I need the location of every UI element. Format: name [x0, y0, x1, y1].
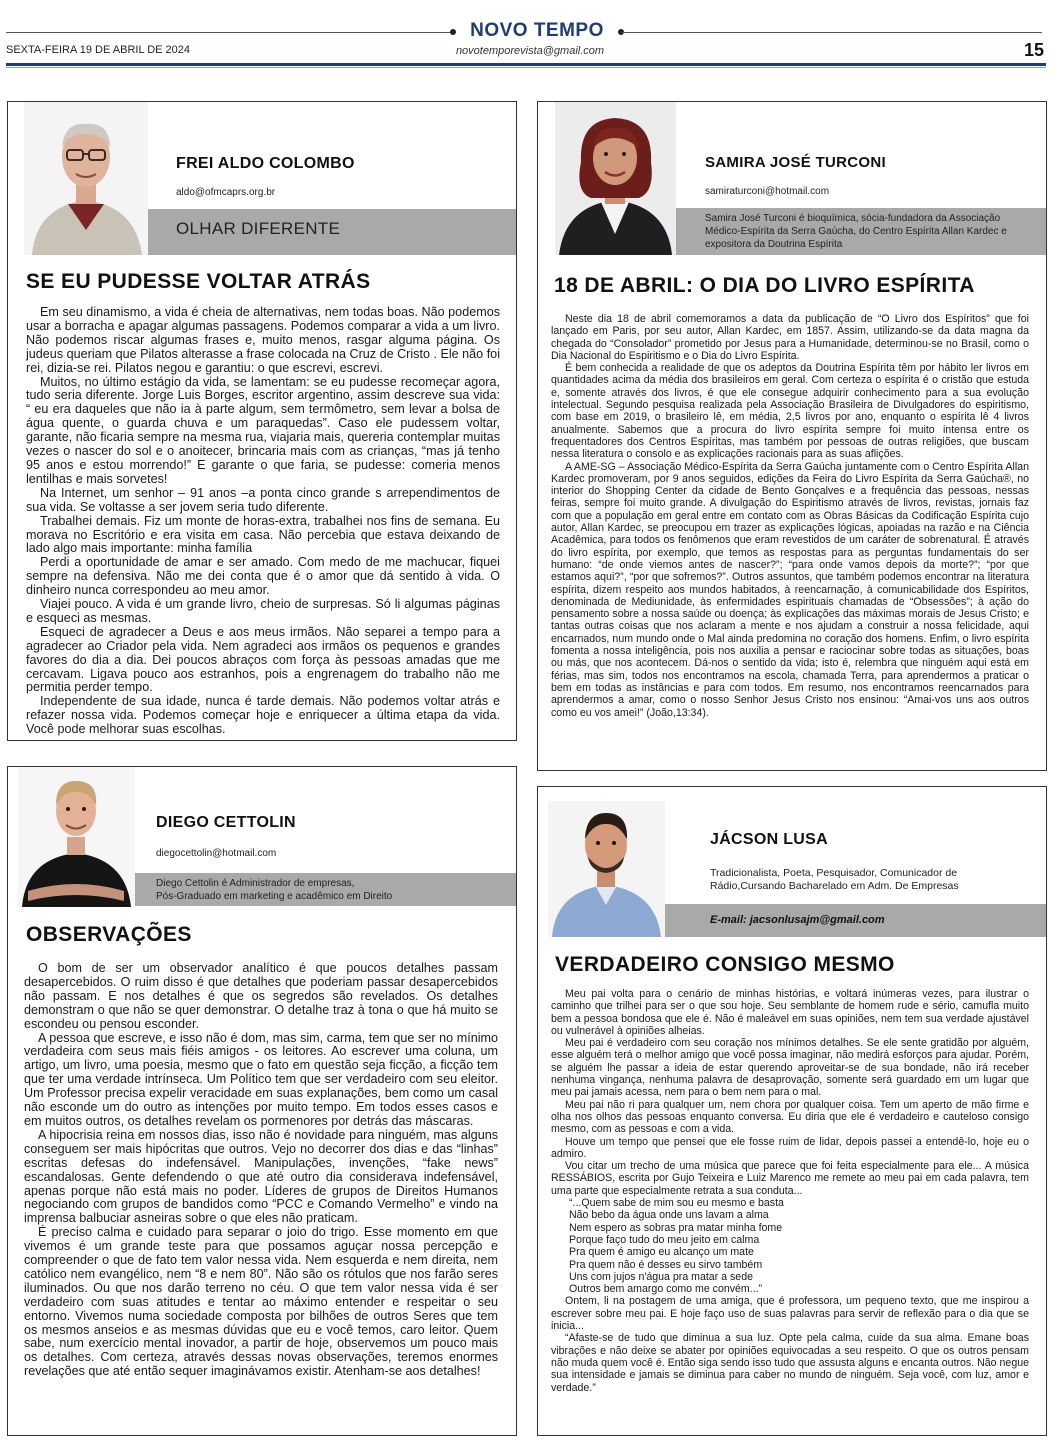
newspaper-title: NOVO TEMPO: [470, 20, 604, 41]
author-bio: Samira José Turconi é bioquímica, sócia-fundadora da Associação Médico-Espírita da Serra Gaúcha, do Centro Espírita Allan Kardec e expositora da Doutrina Espírita: [705, 213, 1007, 250]
article-body: [24, 962, 498, 1379]
author-name: FREI ALDO COLOMBO: [176, 155, 355, 172]
masthead: [0, 0, 1058, 70]
article-observacoes: [7, 766, 517, 1436]
masthead-divider-thin: [6, 67, 1046, 68]
author-photo-samira: [555, 102, 676, 255]
headline: VERDADEIRO CONSIGO MESMO: [555, 953, 895, 976]
column-band: [148, 209, 517, 255]
song-verse: Nem espero as sobras pra matar minha fome: [569, 1221, 783, 1234]
song-verse: Não bebo da água onde uns lavam a alma: [569, 1209, 769, 1222]
paragraph: Vou citar um trecho de uma música que parece que foi feita especialmente para ele... A música RESSÁBIOS, escrita por Gujo Teixeira e Luiz Marenco me remete ao meu pai em cada palavra, tem uma parte que especialmente retrata a sua conduta...: [551, 1160, 1029, 1197]
author-email: E-mail: jacsonlusajm@gmail.com: [710, 914, 885, 926]
paragraph: É preciso calma e cuidado para separar o joio do trigo. Esse momento em que vivemos é um grande teste para que possamos aguçar nossa percepção e compreender o que de fato tem valor nessa vida. Nem esquerda e nem direita, nem católico nem evangélico, nem “8 e nem 80”. Não são os rótulos que nos farão seres iluminados. Ou que nos darão terreno no céu. O que tem valor nessa vida é ser verdadeiro com suas atitudes e tentar ao máximo entender e respeitar o seu entorno. Vivemos numa sociedade composta por bilhões de outros Seres que tem os mesmos anseios e as mesmas dúvidas que eu e você temos, caro leitor. Quem sabe, num exercício mental inovador, a partir de hoje, observemos um pouco mais os detalhes. Com certeza, através dessas novas observações, teremos enormes revelações que até então sequer imaginávamos existir. Atenham-se aos detalhes!: [24, 1225, 498, 1379]
article-body: [551, 988, 1029, 1394]
paragraph: Muitos, no último estágio da vida, se lamentam: se eu pudesse recomeçar agora, tudo seria diferente. Jorge Luis Borges, escritor argentino, assim descreve sua vida: “ eu era daqueles que não ia à parte algum, sem termômetro, sem levar a bolsa de água quente, o guarda chuva e um paraquedas”. Caso ele pudessem voltar, garante, não ficaria sempre na mesma rua, viajaria mais, quereria contemplar muitas vezes o nascer do sol e o anoitecer, brincaria mais com as crianças, “mas já tenho 95 anos e estou morrendo!” E garante o que faria, se pudesse: comeria menos lentilhas e mais sorvetes!: [26, 374, 500, 486]
author-email: aldo@ofmcaprs.org.br: [176, 187, 276, 198]
author-name: JÁCSON LUSA: [710, 831, 828, 848]
paragraph: “Afaste-se de tudo que diminua a sua luz. Opte pela calma, cuide da sua alma. Emane boas vibrações e não deixe se abater por opiniões equivocadas a seu respeito. O que os outros pensam não muda quem você é. Então siga sendo isso tudo que assusta alguns e encanta outros. Não negue sua intensidade e jamais se diminua para caber no mundo de ninguém. Seja você, com luz, amor e verdade.”: [551, 1332, 1029, 1394]
paragraph: O bom de ser um observador analítico é que poucos detalhes passam desapercebidos. O ruim disso é que detalhes que poderiam passar desapercebidos não passam. E nos detalhes é que os segredos são revelados. Os detalhes demonstram o que não se quer demonstrar. O detalhe traz à tona o que há muito se escondeu ou pensou esconder.: [24, 961, 498, 1031]
issue-date: SEXTA-FEIRA 19 DE ABRIL DE 2024: [6, 44, 191, 56]
paragraph: Houve um tempo que pensei que ele fosse ruim de lidar, depois passei a entendê-lo, hoje eu o admiro.: [551, 1135, 1029, 1160]
author-bio: Tradicionalista, Poeta, Pesquisador, Comunicador de Rádio,Cursando Bacharelado em Adm. De Empresas: [710, 867, 959, 892]
article-olhar-diferente: [7, 101, 517, 741]
page-number: 15: [1023, 40, 1044, 60]
bio-band: [676, 208, 1047, 255]
author-photo-jacson: [548, 801, 665, 937]
masthead-divider: [6, 63, 1046, 66]
article-verdadeiro-consigo: [537, 786, 1047, 1436]
author-photo-aldo: [24, 102, 148, 255]
paragraph: Ontem, li na postagem de uma amiga, que é professora, um pequeno texto, que me inspirou a escrever sobre meu pai. E hoje faço uso de suas palavras para servir de reflexão para o dia que se inicia...: [551, 1295, 1029, 1333]
author-bio: [156, 877, 496, 903]
author-email: samiraturconi@hotmail.com: [705, 186, 830, 197]
bio-band: [135, 873, 517, 906]
headline: SE EU PUDESSE VOLTAR ATRÁS: [26, 270, 371, 293]
headline: 18 DE ABRIL: O DIA DO LIVRO ESPÍRITA: [554, 274, 975, 297]
headline: OBSERVAÇÕES: [26, 923, 192, 946]
paragraph: A AME-SG – Associação Médico-Espírita da Serra Gaúcha juntamente com o Centro Espírita Allan Kardec promoveram, por 9 anos seguidos, edições da Feira do Livro Espírita da Serra Gaúcha®, no interior do Shopping Center da cidade de Bento Gonçalves e a frequência das pessoas, nessas feiras, sempre foi muito grande. A divulgação do Espiritismo através de livros, revistas, jornais faz com que a população em geral entre em contato com as Obras Básicas da Codificação Espírita cujo autor, Allan Kardec, se preocupou em trazer as explicações lógicas, apoiadas na razão e na Ciência Acadêmica, para todos os fenômenos que eram revestidos de um caráter de sobrenatural. É através do livro espírita, por exemplo, que temos as respostas para as perguntas fundamentais do ser humano: “de onde viemos antes de nascer?”; “para onde vamos depois da morte?”; “por que estamos aqui?”, “por que sofremos?”. Outros assuntos, que também podemos encontrar na literatura espírita, dizem respeito aos mundos habitados, à reencarnação, à comunicabilidade dos Espíritos, denominada de Mediunidade, às enfermidades espirituais chamadas de “Obsessões”; à ação do pensamento sobre a nossa saúde ou doença; às explicações das máximas morais de Jesus Cristo; e tantas outras coisas que nos aclaram a mente e nos ajudam a construir a nossa felicidade, aqui encarnados, num mundo onde o Mal ainda predomina no coração dos homens. Enfim, o livro espírita fomenta a nossa inteligência, pois nos auxilia a pensar e raciocinar sobre todas as situações, boas ou más, que nos acontecem. Dá-nos o sentido da vida; isto é, relembra que ninguém aqui está em férias, mas sim, todos nos encontramos na escola, chamada Terra, para aprendermos a praticar o bem em todas as instâncias e para com todos. Em resumo, nos encontramos reencarnados para aprendermos a amar, como o nosso Senhor Jesus Cristo nos ensinou: “Amai-vos uns aos outros como eu vos amei!” (João,13:34).: [551, 460, 1029, 719]
paragraph: Perdi a oportunidade de amar e ser amado. Com medo de me machucar, fiquei sempre na defensiva. Não me dei conta que é o amor que dá sentido à vida. O dinheiro nunca correspondeu ao meu amor.: [26, 555, 500, 598]
paragraph: Independente de sua idade, nunca é tarde demais. Não podemos voltar atrás e refazer nossa vida. Podemos começar hoje e enriquecer a última etapa da vida. Você pode melhorar suas escolhas.: [26, 694, 500, 737]
email-band: [665, 904, 1047, 937]
paragraph: Trabalhei demais. Fiz um monte de horas-extra, trabalhei nos fins de semana. Eu morava no Escritório e era visita em casa. Não percebia que estava deixando de lado algo mais importante: minha família: [26, 513, 500, 556]
article-livro-espirita: [537, 101, 1047, 771]
newspaper-email: novotemporevista@gmail.com: [455, 45, 605, 57]
article-body: [26, 306, 500, 737]
paragraph: Em seu dinamismo, a vida é cheia de alternativas, nem todas boas. Não podemos usar a borracha e apagar algumas passagens. Podemos comparar a vida a um livro. Não podemos riscar algumas frases e, muito menos, rasgar alguma página. Os judeus queriam que Pilatos alterasse a frase colocada na Cruz de Cristo . Ele não foi rei, dizia-se rei. Pilatos negou e garantiu: o que escrevi, escrevi.: [26, 305, 500, 375]
paragraph: A pessoa que escreve, e isso não é dom, mas sim, carma, tem que ser no mínimo verdadeira com seus mais fiéis amigos - os leitores. Ao escrever uma coluna, um artigo, um livro, uma poesia, mesmo que o fato em questão seja ficção, a ficção tem que ter uma verdade intrínseca. Um Político tem que ser verdadeiro com seu eleitor. Um Professor precisa expelir veracidade em suas explanações, bem como um casal não esconde um do outro as intenções por muito tempo. Em todos esses casos e em muitos outros, os detalhes revelam os pormenores por detrás das máscaras.: [24, 1030, 498, 1128]
author-name: SAMIRA JOSÉ TURCONI: [705, 154, 886, 171]
article-body: [551, 313, 1029, 719]
song-verse: Porque faço tudo do meu jeito em calma: [569, 1233, 760, 1246]
masthead-rule-left: [6, 32, 452, 33]
paragraph: Meu pai volta para o cenário de minhas histórias, e voltará inúmeras vezes, para ilustrar o caminho que trilhei para ser o que sou hoje. Seu semblante de homem rude e sério, camufla muito bem a pessoa bondosa que ele é. Não é maleável em suas opiniões, nem tem sua verdade ajustável ou vulnerável à opiniões alheias.: [551, 988, 1029, 1037]
author-email: diegocettolin@hotmail.com: [156, 848, 277, 859]
author-name: DIEGO CETTOLIN: [156, 814, 296, 831]
masthead-rule-right: [622, 32, 1042, 33]
song-verse: “...Quem sabe de mim sou eu mesmo e basta: [569, 1197, 784, 1210]
paragraph: Meu pai é verdadeiro com seu coração nos mínimos detalhes. Se ele sente gratidão por alguém, esse alguém terá o melhor amigo que você possa imaginar, não medirá esforços para ajudar. Porém, se alguém lhe passar a ideia de estar querendo aproveitar-se de sua bondade, não irá receber nenhuma vingança, nenhuma palavra de desaprovação, somente será guardado em um lugar que meu pai jamais acessa, nem para o bem nem para o mal.: [551, 1037, 1029, 1099]
song-verse: Pra quem é amigo eu alcanço um mate: [569, 1246, 754, 1259]
paragraph: É bem conhecida a realidade de que os adeptos da Doutrina Espírita têm por hábito ler livros em quantidades acima da média dos brasileiros em geral. Com certeza o espírita é o cristão que estuda e, somente através dos livros, é que ele consegue adquirir conhecimento para a sua evolução intelectual. Segundo pesquisa realizada pela Associação Brasileira de Divulgadores do espiritismo, com base em 2019, o brasileiro lê, em média, 2,5 livros por ano, enquanto o espírita lê 4 livros anualmente. Sabemos que a procura do livro espírita sempre foi muito intensa entre os frequentadores dos Centros Espíritas, mas também por pessoas de outras religiões, que buscam nessa literatura o consolo e as explicações racionais para as suas aflições.: [551, 362, 1029, 461]
song-verse: Outros bem amargo como me convém...”: [569, 1283, 763, 1296]
paragraph: Na Internet, um senhor – 91 anos –a ponta cinco grande s arrependimentos de sua vida. Se voltasse a ser jovem seria tudo diferente.: [26, 485, 500, 514]
paragraph: Viajei pouco. A vida é um grande livro, cheio de surpresas. Só li algumas páginas e esqueci as mesmas.: [26, 597, 500, 625]
paragraph: Meu pai não ri para qualquer um, nem chora por qualquer coisa. Tem um aperto de mão firme e olha nos olhos das pessoas enquanto conversa. Eu diria que ele é verdadeiro e cauteloso consigo mesmo, com as pessoas e com a vida.: [551, 1098, 1029, 1136]
author-photo-diego: [18, 767, 135, 907]
paragraph: A hipocrisia reina em nossos dias, isso não é novidade para ninguém, mas alguns conseguem ser mais hipócritas que outros. Vejo no decorrer dos dias e das “linhas” escritas defesas do indefensável. Manipulações, invenções, “fake news” escandalosas. Gente defendendo o que até outro dia considerava indefensável, apenas porque não está mais no poder. Líderes de grupos de Direitos Humanos negociando com grupos de bandidos como “PCC e Comando Vermelho” e vindo na imprensa balbuciar asneiras sobre o que eles não praticam.: [24, 1127, 498, 1226]
paragraph: Esqueci de agradecer a Deus e aos meus irmãos. Não separei a tempo para a agradecer ao Criador pela vida. Nem agradeci aos irmãos os pequenos e grandes favores do dia a dia. Dei poucos abraços com força às pessoas amadas que me cercavam. Ligava pouco aos estranhos, pois a engrenagem do trabalho não me permitia perder tempo.: [26, 624, 500, 695]
author-bio-line: Diego Cettolin é Administrador de empresas,: [156, 878, 355, 889]
column-name: OLHAR DIFERENTE: [176, 219, 341, 238]
song-verse: Uns com jujos n'água pra matar a sede: [569, 1270, 753, 1283]
paragraph: Neste dia 18 de abril comemoramos a data da publicação de “O Livro dos Espíritos” que foi lançado em Paris, por seu autor, Allan Kardec, em 1857. Assim, utilizando-se da data magna da chegada do “Consolador” prometido por Jesus para a Humanidade, determinou-se no Brasil, como o Dia Nacional do Espiritismo e o Dia do Livro Espírita.: [551, 313, 1029, 362]
author-bio-line: Pós-Graduado em marketing e acadêmico em Direito: [156, 891, 393, 902]
song-verse: Pra quem não é desses eu sirvo também: [569, 1258, 763, 1271]
